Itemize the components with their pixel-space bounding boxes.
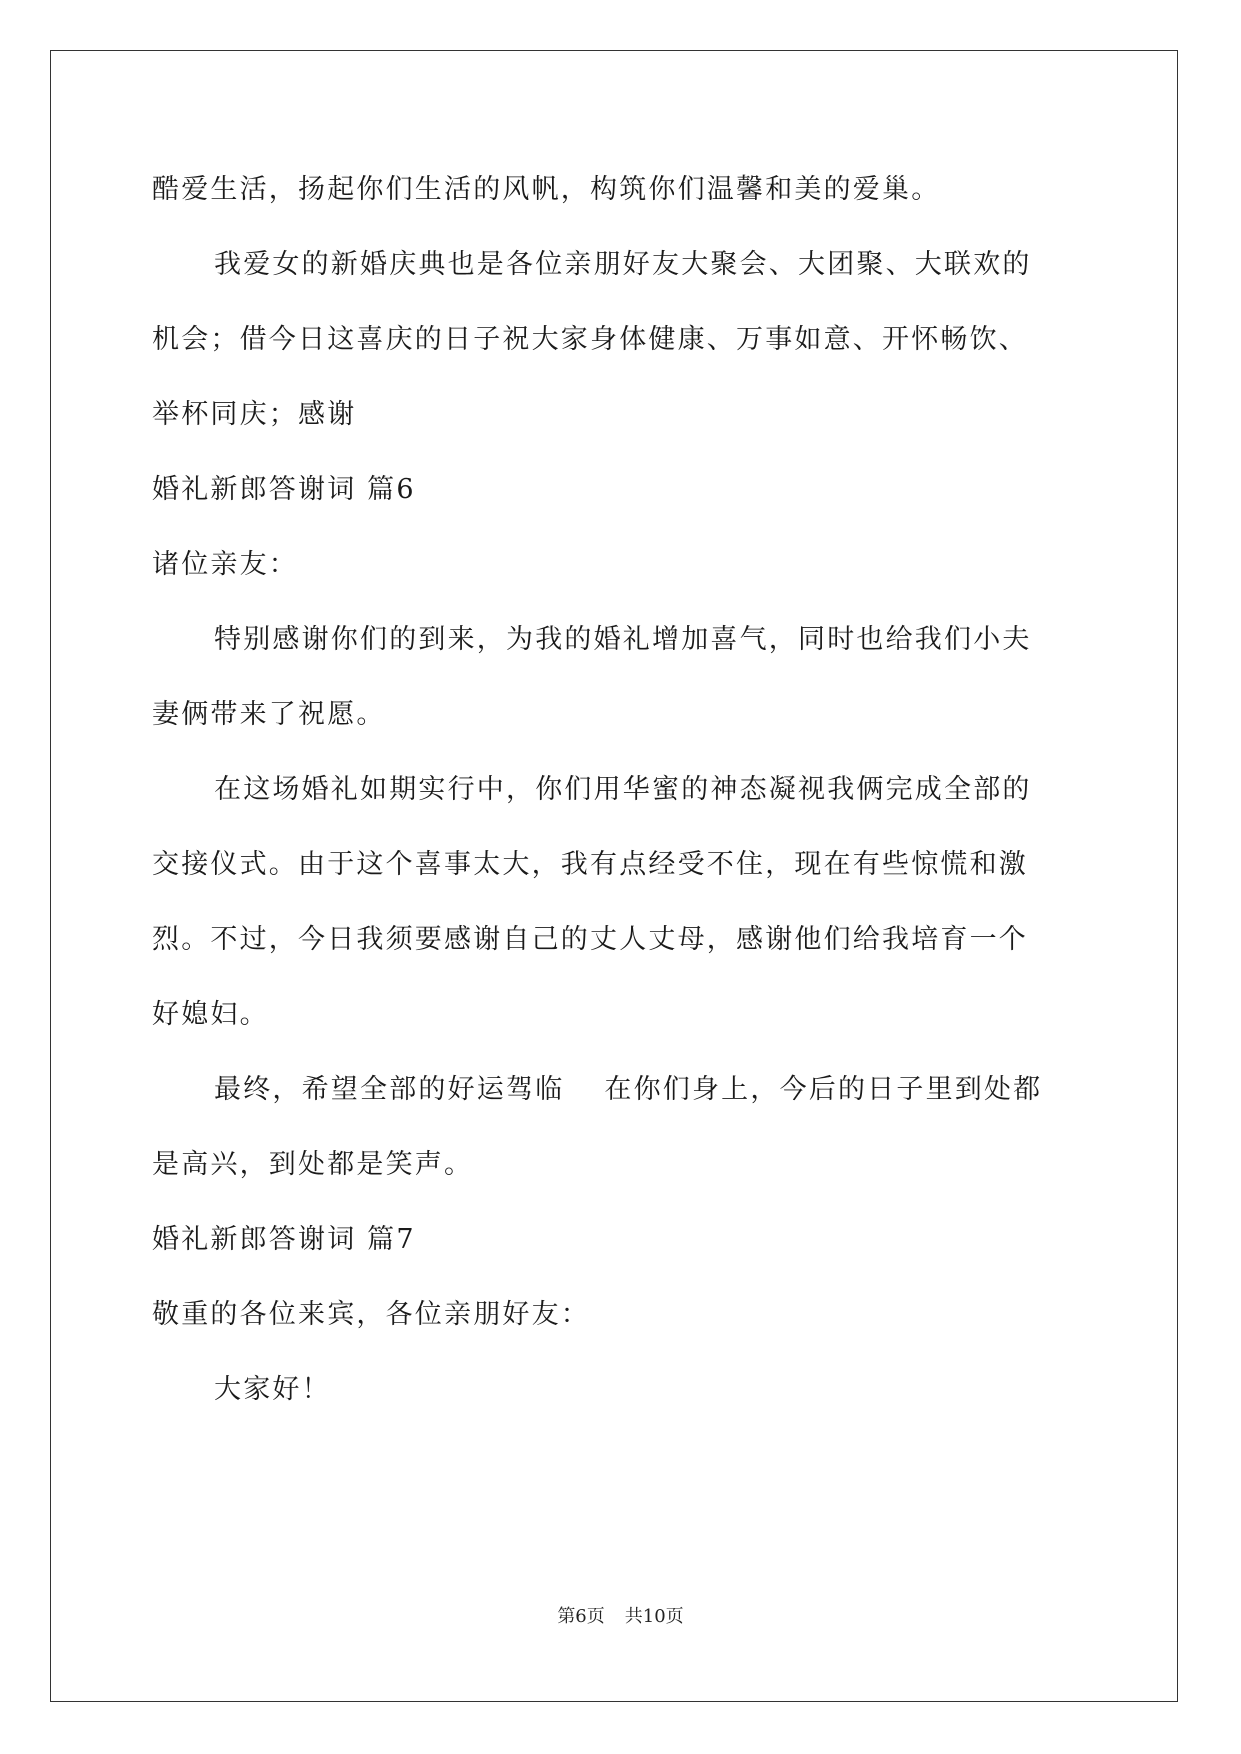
paragraph-line: 酷爱生活，扬起你们生活的风帆，构筑你们温馨和美的爱巢。 (152, 174, 941, 205)
section-heading: 婚礼新郎答谢词 篇6 (152, 474, 416, 505)
page-number: 第6页 (557, 1606, 605, 1627)
paragraph-line: 烈。不过，今日我须要感谢自己的丈人丈母，感谢他们给我培育一个 (152, 924, 1028, 955)
paragraph-line: 在这场婚礼如期实行中，你们用华蜜的神态凝视我俩完成全部的 (214, 774, 1032, 805)
paragraph-line: 最终，希望全部的好运驾临 在你们身上，今后的日子里到处都 (214, 1074, 1043, 1105)
paragraph-line: 大家好！ (214, 1374, 331, 1405)
paragraph-line: 机会；借今日这喜庆的日子祝大家身体健康、万事如意、开怀畅饮、 (152, 324, 1028, 355)
paragraph-line: 妻俩带来了祝愿。 (152, 699, 386, 730)
paragraph-line: 举杯同庆；感谢 (152, 399, 357, 430)
section-heading: 婚礼新郎答谢词 篇7 (152, 1224, 416, 1255)
paragraph-line: 好媳妇。 (152, 999, 269, 1030)
salutation: 敬重的各位来宾，各位亲朋好友： (152, 1299, 590, 1330)
paragraph-line: 特别感谢你们的到来，为我的婚礼增加喜气，同时也给我们小夫 (214, 624, 1032, 655)
salutation: 诸位亲友： (152, 549, 298, 580)
page-footer (0, 1605, 1241, 1629)
page-total: 共10页 (624, 1606, 684, 1627)
paragraph-line: 我爱女的新婚庆典也是各位亲朋好友大聚会、大团聚、大联欢的 (214, 249, 1032, 280)
paragraph-line: 交接仪式。由于这个喜事太大，我有点经受不住，现在有些惊慌和激 (152, 849, 1028, 880)
paragraph-line: 是高兴，到处都是笑声。 (152, 1149, 474, 1180)
